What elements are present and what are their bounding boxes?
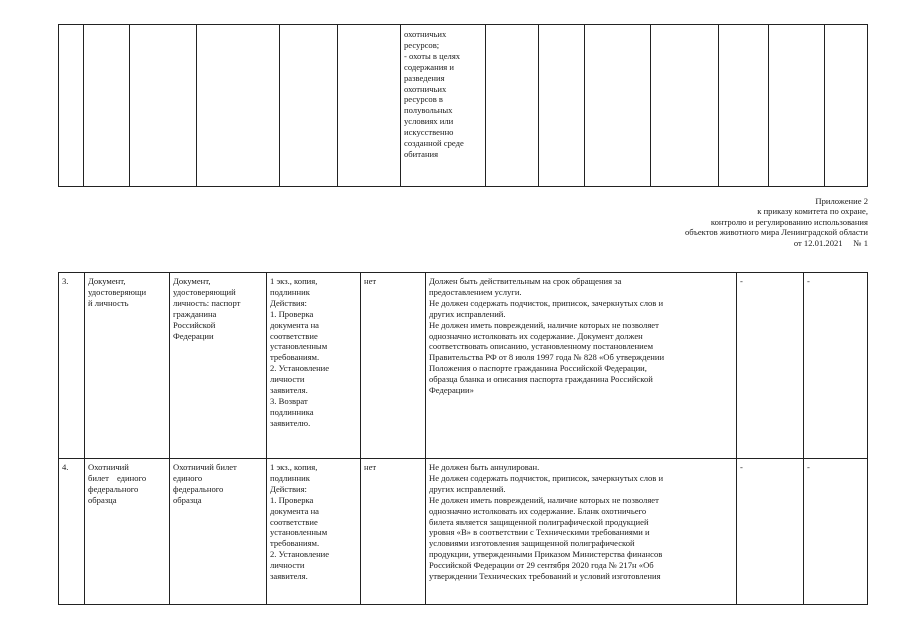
cell-line: федерального bbox=[173, 483, 224, 494]
cell-line: установленным bbox=[270, 527, 328, 538]
cell-line: - охоты в целях bbox=[404, 50, 461, 61]
cell-line: содержания и bbox=[404, 61, 454, 72]
cell-line: билет единого bbox=[88, 472, 147, 483]
cell-line: соответствовать описанию, установленному постановлением bbox=[429, 341, 654, 352]
cell-line: Федерации» bbox=[429, 385, 474, 396]
order-number: № 1 bbox=[853, 237, 868, 248]
cell-line: соответствие bbox=[270, 516, 318, 527]
cell-line: гражданина bbox=[173, 308, 217, 319]
cell-line: 1 экз., копия, bbox=[270, 276, 318, 286]
cell-line: предоставлением услуги. bbox=[429, 286, 522, 297]
cell-line: условиями изготовления защищенной полиграфической bbox=[429, 538, 635, 549]
cell-line: Должен быть действительным на срок обращения за bbox=[429, 276, 622, 286]
cell-line: личности bbox=[270, 374, 305, 385]
cell-line: заявителя. bbox=[270, 571, 308, 582]
document-category-cell bbox=[85, 273, 170, 459]
cell-line: охотничьих bbox=[404, 29, 447, 39]
cell-line: требованиям. bbox=[270, 352, 320, 363]
document-category-cell bbox=[85, 459, 170, 605]
cell-line: личности bbox=[270, 560, 305, 571]
table-cell bbox=[59, 25, 84, 187]
cell-line: полувольных bbox=[404, 105, 453, 116]
cell-line: Действия: bbox=[270, 297, 307, 308]
table-cell bbox=[486, 25, 539, 187]
cell-line: заявителю. bbox=[270, 417, 311, 428]
cell-line: подлинник bbox=[270, 472, 310, 483]
cell-line: документа на bbox=[270, 505, 319, 516]
table-cell bbox=[825, 25, 868, 187]
cell-line: Документ, bbox=[173, 276, 211, 286]
sample-form-cell: - bbox=[737, 273, 804, 459]
cell-line: уровня «В» в соответствии с Техническими требованиями и bbox=[429, 527, 650, 538]
cell-line: обитания bbox=[404, 148, 439, 159]
cell-line: Не должен иметь повреждений, наличие которых не позволяет bbox=[429, 319, 659, 330]
cell-line: 2. Установление bbox=[270, 549, 330, 560]
cell-line: ресурсов; bbox=[404, 39, 440, 50]
cell-line: Не должен содержать подчисток, приписок, зачеркнутых слов и bbox=[429, 297, 664, 308]
appendix-line: контролю и регулированию использования bbox=[710, 216, 868, 227]
cell-line: Не должен иметь повреждений, наличие которых не позволяет bbox=[429, 494, 659, 505]
table-cell bbox=[130, 25, 197, 187]
condition-cell: нет bbox=[361, 459, 426, 605]
cell-line: подлинника bbox=[270, 406, 314, 417]
appendix-line: объектов животного мира Ленинградской области bbox=[684, 227, 868, 238]
sample-fill-cell: - bbox=[804, 459, 868, 605]
cell-line: Охотничий билет bbox=[173, 462, 237, 472]
cell-line: 3. Возврат bbox=[270, 395, 308, 406]
row-number: 3. bbox=[59, 273, 85, 459]
requirements-cell bbox=[426, 273, 737, 459]
document-name-cell bbox=[170, 459, 267, 605]
cell-line: искусственно bbox=[404, 127, 454, 138]
cell-line: Федерации bbox=[173, 330, 214, 341]
sample-form-cell: - bbox=[737, 459, 804, 605]
cell-line: 1. Проверка bbox=[270, 494, 314, 505]
table-cell bbox=[197, 25, 280, 187]
table-row bbox=[59, 459, 868, 605]
cell-line: Не должен быть аннулирован. bbox=[429, 462, 540, 472]
cell-line: Действия: bbox=[270, 483, 307, 494]
requirements-cell bbox=[426, 459, 737, 605]
cell-line: 2. Установление bbox=[270, 363, 330, 374]
cell-line: документа на bbox=[270, 319, 319, 330]
cell-line: Охотничий bbox=[88, 462, 129, 472]
document-name-cell bbox=[170, 273, 267, 459]
table-row bbox=[59, 25, 868, 187]
cell-line: личность: паспорт bbox=[173, 297, 241, 308]
cell-line: Положения о паспорте гражданина Российской Федерации, bbox=[429, 363, 647, 374]
table-cell bbox=[84, 25, 130, 187]
table-row bbox=[59, 273, 868, 459]
cell-line: федерального bbox=[88, 483, 139, 494]
previous-page-table bbox=[58, 24, 868, 187]
cell-line: образца bbox=[88, 494, 117, 505]
cell-line: однозначно истолковать их содержание. Документ должен bbox=[429, 330, 643, 341]
cell-line: ресурсов в bbox=[404, 94, 443, 105]
cell-line: других исправлений. bbox=[429, 483, 506, 494]
cell-line: однозначно истолковать их содержание. Бланк охотничьего bbox=[429, 505, 647, 516]
cell-line: удостоверяющи bbox=[88, 286, 147, 297]
cell-line: соответствие bbox=[270, 330, 318, 341]
cell-line: разведения bbox=[404, 72, 445, 83]
cell-line: 1. Проверка bbox=[270, 308, 314, 319]
table-cell bbox=[338, 25, 401, 187]
cell-line: охотничьих bbox=[404, 83, 447, 94]
table-cell bbox=[585, 25, 651, 187]
cell-line: заявителя. bbox=[270, 385, 308, 396]
documents-table bbox=[58, 272, 868, 605]
cell-line: 1 экз., копия, bbox=[270, 462, 318, 472]
cell-line: образца бланка и описания паспорта гражданина Российской bbox=[429, 374, 653, 385]
row-number: 4. bbox=[59, 459, 85, 605]
cell-line: удостоверяющий bbox=[173, 286, 236, 297]
cell-line: условиях или bbox=[404, 116, 454, 127]
table-cell bbox=[651, 25, 719, 187]
cell-line: требованиям. bbox=[270, 538, 320, 549]
cell-line: образца bbox=[173, 494, 202, 505]
table-cell bbox=[539, 25, 585, 187]
cell-line: Документ, bbox=[88, 276, 126, 286]
hunting-purpose-cell bbox=[401, 25, 486, 187]
cell-line: установленным bbox=[270, 341, 328, 352]
cell-line: билета является защищенной полиграфической продукцией bbox=[429, 516, 649, 527]
appendix-order-ref bbox=[685, 238, 868, 248]
order-date: от 12.01.2021 bbox=[793, 237, 843, 248]
cell-line: других исправлений. bbox=[429, 308, 506, 319]
appendix-header bbox=[685, 196, 868, 248]
appendix-title: Приложение 2 bbox=[815, 196, 868, 206]
cell-line: продукции, утвержденными Приказом Министерства финансов bbox=[429, 549, 663, 560]
cell-line: Правительства РФ от 8 июля 1997 года № 828 «Об утверждении bbox=[429, 352, 665, 363]
cell-line: Российской Федерации от 29 сентября 2020 года № 217н «Об bbox=[429, 560, 654, 571]
table-cell bbox=[769, 25, 825, 187]
appendix-line: к приказу комитета по охране, bbox=[757, 206, 868, 217]
copies-actions-cell bbox=[267, 273, 361, 459]
cell-line: подлинник bbox=[270, 286, 310, 297]
cell-line: Не должен содержать подчисток, приписок, зачеркнутых слов и bbox=[429, 472, 664, 483]
sample-fill-cell: - bbox=[804, 273, 868, 459]
copies-actions-cell bbox=[267, 459, 361, 605]
table-cell bbox=[719, 25, 769, 187]
cell-line: Российской bbox=[173, 319, 216, 330]
cell-line: единого bbox=[173, 472, 203, 483]
cell-line: созданной среде bbox=[404, 138, 464, 149]
cell-line: утверждении Технических требований и условий изготовления bbox=[429, 571, 661, 582]
condition-cell: нет bbox=[361, 273, 426, 459]
table-cell bbox=[280, 25, 338, 187]
cell-line: й личность bbox=[88, 297, 129, 308]
